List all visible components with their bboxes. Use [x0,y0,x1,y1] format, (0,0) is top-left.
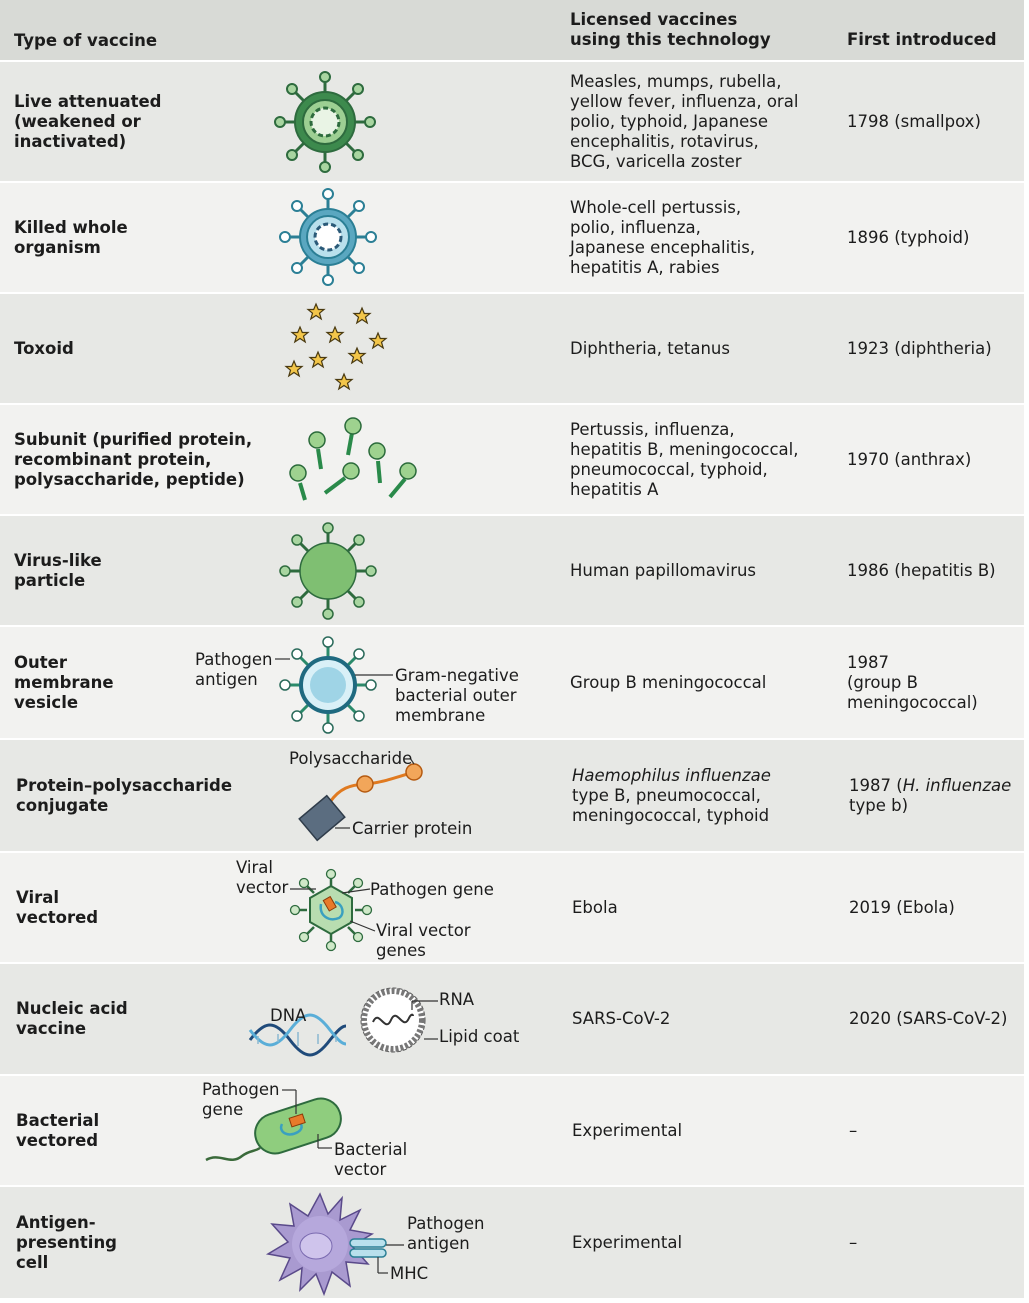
subunit-proteins-icon [190,405,560,514]
bacterium-icon [190,1076,560,1185]
vaccine-type: Antigen- presenting cell [16,1212,117,1272]
first-introduced: 2020 (SARS-CoV-2) [849,1009,1008,1028]
table-row [0,405,1024,514]
apc-cell-icon [190,1187,560,1298]
table-row [0,183,1024,292]
header-licensed: Licensed vaccines using this technology [570,10,771,49]
table-row [0,294,1024,403]
first-introduced: 1970 (anthrax) [847,449,972,469]
first-introduced: 2019 (Ebola) [849,897,955,917]
vaccine-type: Outer membrane vesicle [14,652,114,712]
vaccine-type: Virus-like particle [14,550,102,590]
licensed-vaccines: Measles, mumps, rubella, yellow fever, influenza, oral polio, typhoid, Japanese encephalitis, rotavirus, BCG, varicella zoster [570,71,799,171]
header-first-introduced: First introduced [847,30,997,49]
licensed-vaccines: Experimental [572,1120,683,1140]
viral-vector-genes-label: Viral vector genes [376,921,471,960]
conjugate-icon [190,740,560,851]
mhc-label: MHC [390,1264,429,1283]
table-row [0,62,1024,181]
first-introduced: – [849,1120,858,1140]
licensed-vaccines: Diphtheria, tetanus [570,338,730,358]
table-row [0,1076,1024,1185]
first-introduced: – [849,1232,858,1252]
toxoid-stars-icon [190,294,560,403]
licensed-vaccines: Ebola [572,897,618,917]
vaccine-type: Subunit (purified protein, recombinant protein, polysaccharide, peptide) [14,429,253,489]
vaccine-type: Protein–polysaccharide conjugate [16,775,233,815]
first-introduced: 1986 (hepatitis B) [847,560,996,580]
lipid-coat-label: Lipid coat [439,1027,520,1046]
dna-helix-icon [190,964,560,1074]
table-row [0,627,1024,738]
licensed-vaccines: Pertussis, influenza, hepatitis B, meningococcal, pneumococcal, typhoid, hepatitis A [570,419,799,499]
first-introduced: 1798 (smallpox) [847,111,981,131]
killed-virus-icon [190,183,560,292]
vaccine-type: Live attenuated (weakened or inactivated) [14,91,162,151]
vaccine-type: Killed whole organism [14,217,128,257]
header-type: Type of vaccine [14,31,158,50]
viral-vector-icon [190,853,560,962]
vlp-icon [190,516,560,625]
dna-label: DNA [270,1006,307,1025]
table-row [0,740,1024,851]
carrier-protein-label: Carrier protein [352,819,473,838]
omv-icon [190,627,560,738]
first-introduced: 1987 (group B meningococcal) [847,652,978,712]
table-row [0,853,1024,962]
pathogen-antigen-label: Pathogen antigen [407,1214,485,1253]
licensed-vaccines: Haemophilus influenzae type B, pneumococcal, meningococcal, typhoid [572,765,771,825]
vaccine-type: Viral vectored [16,887,99,927]
vaccine-type: Bacterial vectored [16,1110,100,1150]
first-introduced: 1896 (typhoid) [847,227,970,247]
licensed-vaccines: Experimental [572,1232,683,1252]
first-introduced: 1923 (diphtheria) [847,338,992,358]
table-header [0,0,1024,60]
viral-vector-label: Viral vector [236,858,289,897]
bacterial-vector-label: Bacterial vector [334,1140,408,1179]
table-row [0,516,1024,625]
table-row [0,1187,1024,1298]
live-virus-icon [190,62,560,181]
vaccine-type: Toxoid [14,338,74,358]
pathogen-gene-label: Pathogen gene [202,1080,280,1119]
rna-label: RNA [439,990,475,1009]
first-introduced: 1987 (H. influenzae type b) [849,775,1012,815]
vaccine-type: Nucleic acid vaccine [16,999,128,1038]
pathogen-gene-label: Pathogen gene [370,880,494,899]
licensed-vaccines: Human papillomavirus [570,560,757,580]
pathogen-antigen-label: Pathogen antigen [195,650,273,689]
licensed-vaccines: SARS-CoV-2 [572,1009,671,1028]
table-row [0,964,1024,1074]
polysaccharide-label: Polysaccharide [289,749,413,768]
licensed-vaccines: Whole-cell pertussis, polio, influenza, Japanese encephalitis, hepatitis A, rabies [570,197,756,277]
licensed-vaccines: Group B meningococcal [570,672,767,692]
membrane-label: Gram-negative bacterial outer membrane [395,666,519,725]
